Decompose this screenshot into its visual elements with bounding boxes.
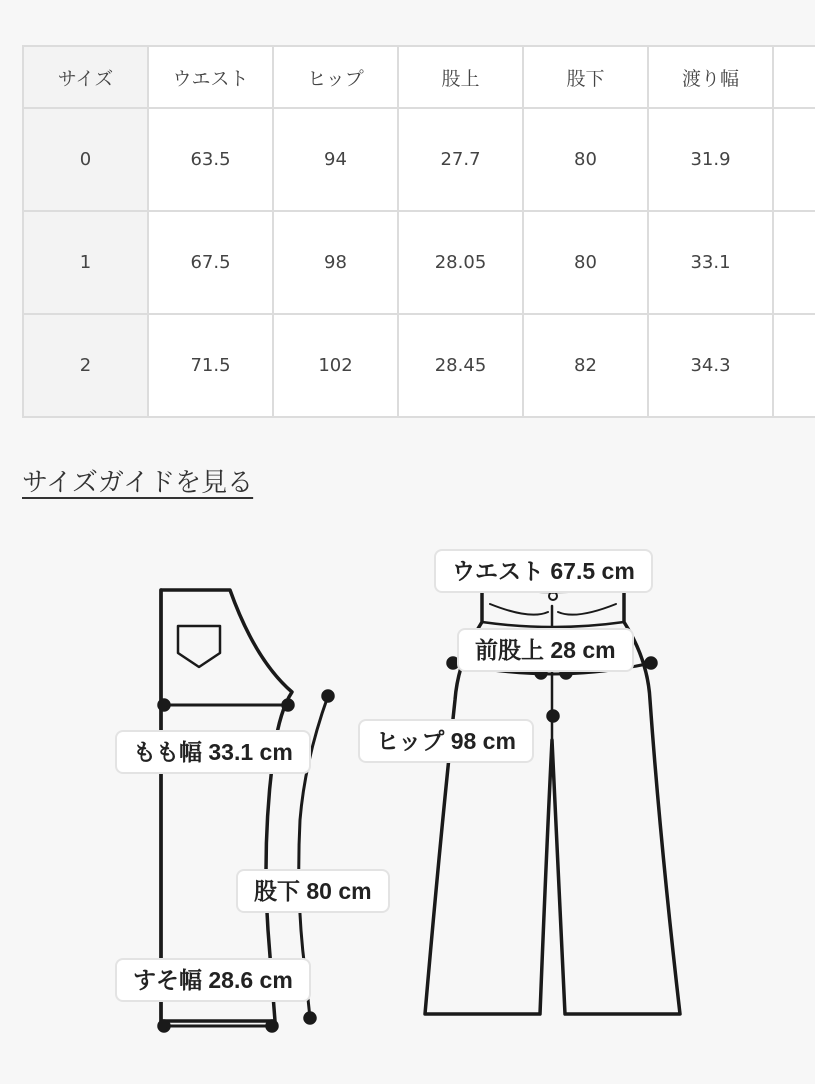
header-hip: ヒップ	[273, 46, 398, 108]
size-table	[22, 45, 815, 418]
table-row	[23, 314, 815, 417]
header-size: サイズ	[23, 46, 148, 108]
header-rise: 股上	[398, 46, 523, 108]
hip-label: ヒップ 98 cm	[358, 719, 534, 763]
hem-width-label: すそ幅 28.6 cm	[115, 958, 311, 1002]
cell-inseam: 80	[523, 211, 648, 314]
cell-rise: 27.7	[398, 108, 523, 211]
inseam-label: 股下 80 cm	[236, 869, 390, 913]
cell-rise: 28.05	[398, 211, 523, 314]
cell-waist: 71.5	[148, 314, 273, 417]
cell-waist: 67.5	[148, 211, 273, 314]
table-row	[23, 211, 815, 314]
cell-hip: 94	[273, 108, 398, 211]
header-inseam: 股下	[523, 46, 648, 108]
cell-thigh-width: 31.9	[648, 108, 773, 211]
size-guide-link[interactable]: サイズガイドを見る	[22, 468, 254, 498]
cell-inseam: 82	[523, 314, 648, 417]
table-header-row	[23, 46, 815, 108]
header-waist: ウエスト	[148, 46, 273, 108]
cell-thigh-width: 33.1	[648, 211, 773, 314]
cell-size: 1	[23, 211, 148, 314]
cell-cut-off	[773, 211, 815, 314]
cell-thigh-width: 34.3	[648, 314, 773, 417]
cell-cut-off	[773, 314, 815, 417]
cell-hip: 102	[273, 314, 398, 417]
header-thigh-width: 渡り幅	[648, 46, 773, 108]
thigh-width-label: もも幅 33.1 cm	[115, 730, 311, 774]
front-rise-label: 前股上 28 cm	[457, 628, 634, 672]
cell-inseam: 80	[523, 108, 648, 211]
header-cut-off	[773, 46, 815, 108]
front-view-pants	[425, 555, 680, 1014]
cell-cut-off	[773, 108, 815, 211]
pants-measurement-diagram	[0, 540, 815, 1084]
cell-size: 2	[23, 314, 148, 417]
cell-hip: 98	[273, 211, 398, 314]
table-row	[23, 108, 815, 211]
waist-label: ウエスト 67.5 cm	[434, 549, 653, 593]
cell-waist: 63.5	[148, 108, 273, 211]
cell-size: 0	[23, 108, 148, 211]
cell-rise: 28.45	[398, 314, 523, 417]
